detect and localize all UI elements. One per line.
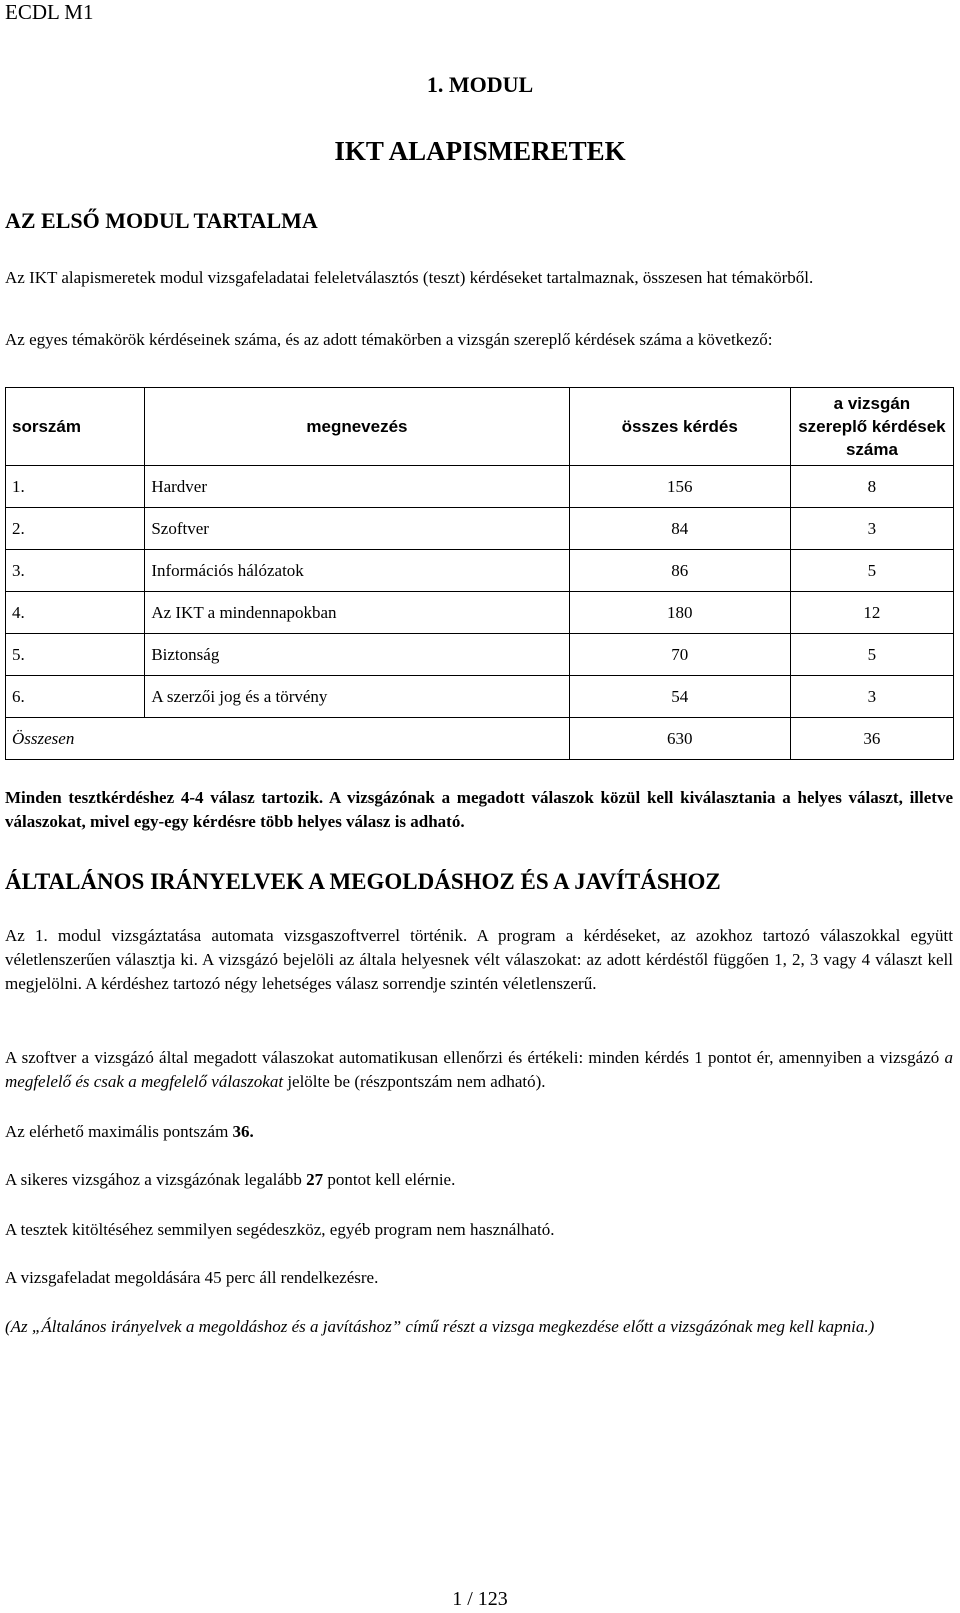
row-total: 86	[569, 550, 790, 592]
intro-paragraph: Az IKT alapismeretek modul vizsgafeladatai feleletválasztós (teszt) kérdéseket tartalmaznak, összesen hat témakörből.	[5, 268, 814, 287]
pass-score-paragraph	[5, 1168, 953, 1192]
summary-label: Összesen	[6, 718, 570, 760]
row-exam: 8	[790, 466, 953, 508]
table-row	[6, 550, 954, 592]
row-name: A szerzői jog és a törvény	[145, 676, 569, 718]
row-total: 70	[569, 634, 790, 676]
guideline-text: pontot kell elérnie.	[323, 1170, 456, 1189]
guideline-text: jelölte be (részpontszám nem adható).	[283, 1072, 546, 1091]
topics-table	[5, 387, 954, 760]
table-row	[6, 634, 954, 676]
table-header-row	[6, 388, 954, 466]
section-heading-guidelines: ÁLTALÁNOS IRÁNYELVEK A MEGOLDÁSHOZ ÉS A JAVÍTÁSHOZ	[5, 869, 721, 894]
row-exam: 12	[790, 592, 953, 634]
module-title: IKT ALAPISMERETEK	[334, 136, 626, 166]
row-num: 3.	[6, 550, 145, 592]
header-name: megnevezés	[145, 388, 569, 466]
module-number: 1. MODUL	[426, 72, 534, 97]
max-score-paragraph	[5, 1120, 953, 1144]
row-num: 2.	[6, 508, 145, 550]
guideline-text: A sikeres vizsgához a vizsgázónak legalább	[5, 1170, 307, 1189]
row-total: 156	[569, 466, 790, 508]
row-exam: 3	[790, 676, 953, 718]
row-exam: 5	[790, 634, 953, 676]
summary-exam: 36	[790, 718, 953, 760]
page-header: ECDL M1	[5, 0, 94, 24]
guideline-text: A szoftver a vizsgázó által megadott válaszokat automatikusan ellenőrzi és értékeli: minden kérdés 1 pontot ér, amennyiben a vizsgázó	[5, 1048, 945, 1067]
table-row	[6, 508, 954, 550]
row-total: 84	[569, 508, 790, 550]
pass-score-value: 27	[306, 1170, 324, 1189]
guideline-emphasis: a megfelelő és csak a megfelelő válaszokat	[5, 1048, 953, 1091]
row-name: Biztonság	[145, 634, 569, 676]
header-exam: a vizsgán szereplő kérdések száma	[790, 388, 953, 466]
answer-note: Minden tesztkérdéshez 4-4 válasz tartozik. A vizsgázónak a megadott válaszok közül kell kiválasztania a helyes választ, illetve válaszokat, mivel egy-egy kérdésre több helyes válasz is adható.	[5, 788, 953, 831]
header-num: sorszám	[6, 388, 145, 466]
max-score-value: 36.	[232, 1122, 254, 1141]
guideline-text: Az elérhető maximális pontszám	[5, 1122, 233, 1141]
page-number: 1 / 123	[452, 1588, 508, 1610]
row-name: Az IKT a mindennapokban	[145, 592, 569, 634]
row-exam: 5	[790, 550, 953, 592]
time-paragraph: A vizsgafeladat megoldására 45 perc áll rendelkezésre.	[5, 1268, 379, 1287]
tools-paragraph: A tesztek kitöltéséhez semmilyen segédeszköz, egyéb program nem használható.	[5, 1220, 555, 1239]
header-total: összes kérdés	[569, 388, 790, 466]
intro-paragraph-2: Az egyes témakörök kérdéseinek száma, és az adott témakörben a vizsgán szereplő kérdések száma a következő:	[5, 330, 773, 349]
row-name: Hardver	[145, 466, 569, 508]
table-row	[6, 676, 954, 718]
table-row	[6, 592, 954, 634]
table-row	[6, 466, 954, 508]
row-exam: 3	[790, 508, 953, 550]
handout-note: (Az „Általános irányelvek a megoldáshoz és a javításhoz” című részt a vizsga megkezdése előtt a vizsgázónak meg kell kapnia.)	[5, 1317, 875, 1336]
row-name: Információs hálózatok	[145, 550, 569, 592]
guideline-paragraph-1: Az 1. modul vizsgáztatása automata vizsgaszoftverrel történik. A program a kérdéseket, az azokhoz tartozó válaszokkal együtt véletlenszerűen választja ki. A vizsgázó bejelöli az általa helyesnek vélt válaszokat: az adott kérdéstől függően 1, 2, 3 vagy 4 választ kell megjelölni. A kérdéshez tartozó négy lehetséges válasz sorrendje szintén véletlenszerű.	[5, 926, 953, 993]
row-num: 6.	[6, 676, 145, 718]
row-total: 54	[569, 676, 790, 718]
guideline-paragraph-2	[5, 1046, 953, 1094]
row-name: Szoftver	[145, 508, 569, 550]
row-num: 4.	[6, 592, 145, 634]
summary-total: 630	[569, 718, 790, 760]
row-num: 5.	[6, 634, 145, 676]
section-heading-content: AZ ELSŐ MODUL TARTALMA	[5, 208, 318, 233]
row-total: 180	[569, 592, 790, 634]
table-summary-row	[6, 718, 954, 760]
row-num: 1.	[6, 466, 145, 508]
